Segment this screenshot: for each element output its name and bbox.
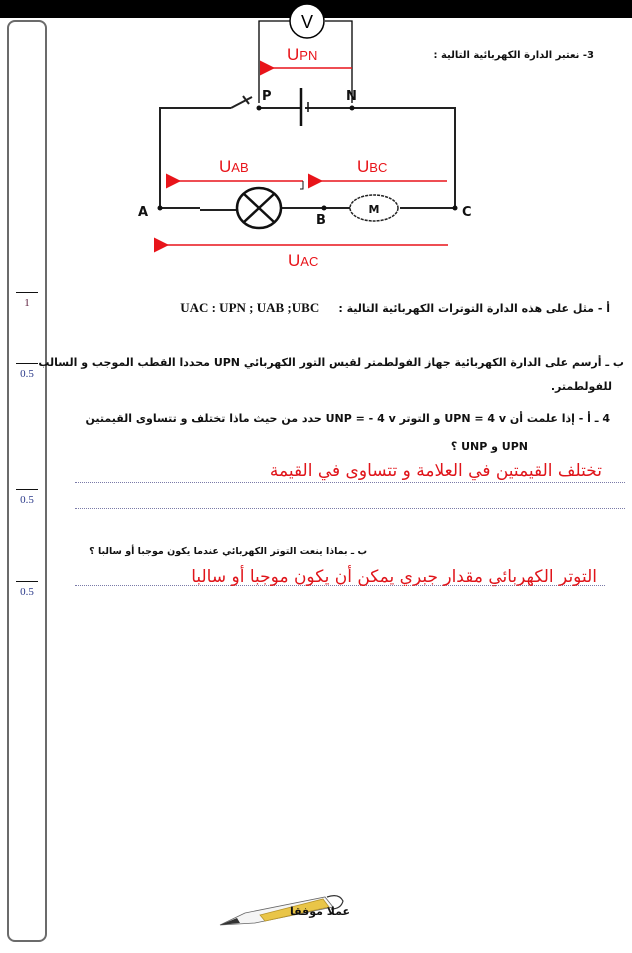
score-mark bbox=[14, 363, 40, 380]
score-value: 0.5 bbox=[20, 586, 34, 598]
svg-text:UAB: UAB bbox=[219, 157, 249, 176]
question-b-line2: للفولطمتر. bbox=[550, 380, 612, 393]
question-a-variables: UAC : UPN ; UAB ;UBC bbox=[180, 300, 320, 315]
score-divider bbox=[16, 581, 38, 582]
lamp-icon bbox=[237, 188, 281, 228]
footer-logo-text: عملا موفقا bbox=[290, 905, 351, 918]
circuit-nodes bbox=[158, 106, 458, 211]
node-label-c: C bbox=[462, 205, 472, 220]
circuit-diagram bbox=[0, 0, 632, 300]
switch-icon bbox=[231, 96, 252, 108]
node-label-b: B bbox=[316, 213, 326, 228]
node-label-p: P bbox=[262, 89, 272, 104]
score-value: 0.5 bbox=[20, 368, 34, 380]
answer-4a: تختلف القيمتين في العلامة و تتساوى في القيمة bbox=[269, 461, 602, 481]
answer-line bbox=[75, 508, 625, 509]
question-4a-line1: 4 ـ أ - إذا علمت أن UPN = 4 v و التوتر UNP = - 4 v حدد من حيث ماذا تختلف و تتساوى القيمتين bbox=[85, 412, 610, 425]
svg-text:M: M bbox=[368, 203, 380, 216]
pencil-logo-icon bbox=[215, 885, 355, 953]
score-mark bbox=[14, 489, 40, 506]
score-value: 0.5 bbox=[20, 494, 34, 506]
svg-text:UAC: UAC bbox=[288, 251, 319, 270]
question-a-text: أ - مثل على هذه الدارة التوترات الكهربائية التالية : bbox=[338, 302, 610, 315]
svg-text:UPN: UPN bbox=[287, 45, 318, 64]
circuit-wires bbox=[160, 108, 455, 210]
motor-icon bbox=[350, 195, 398, 221]
score-mark bbox=[14, 581, 40, 598]
voltmeter-icon bbox=[290, 4, 324, 38]
svg-text:UBC: UBC bbox=[357, 157, 388, 176]
arrow-uab bbox=[178, 157, 303, 189]
arrow-upn bbox=[272, 45, 352, 68]
arrow-uac bbox=[166, 245, 448, 270]
score-value: 1 bbox=[24, 297, 30, 309]
arrow-ubc bbox=[320, 157, 447, 181]
question-4a-line2: UPN و UNP ؟ bbox=[450, 440, 528, 453]
score-divider bbox=[16, 363, 38, 364]
svg-text:V: V bbox=[300, 12, 314, 32]
node-label-n: N bbox=[346, 89, 357, 104]
question-3-title: 3- نعتبر الدارة الكهربائية التالية : bbox=[433, 50, 594, 61]
question-a bbox=[180, 300, 610, 316]
answer-line bbox=[75, 482, 625, 483]
question-b-line1: ب ـ أرسم على الدارة الكهربائية جهاز الفولطمتر لقيس التور الكهربائي UPN محددا القطب الموجب و السالب bbox=[38, 356, 624, 369]
score-divider bbox=[16, 489, 38, 490]
node-label-a: A bbox=[138, 205, 149, 220]
answer-4b: التوتر الكهربائي مقدار جبري يمكن أن يكون موجبا أو سالبا bbox=[191, 567, 597, 587]
question-4b: ب ـ بماذا ينعت التوتر الكهربائي عندما يكون موجبا أو سالبا ؟ bbox=[89, 546, 367, 557]
